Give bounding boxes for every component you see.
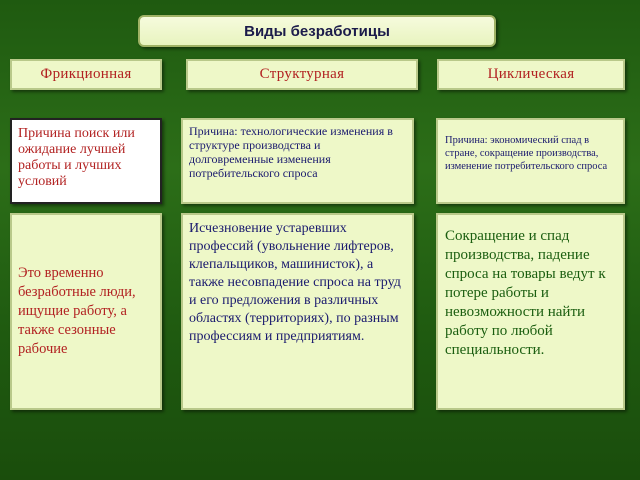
header-cyclical <box>437 59 625 90</box>
header-structural <box>186 59 418 90</box>
description-cyclical <box>436 213 625 410</box>
cause-structural <box>181 118 414 204</box>
cause-frictional <box>10 118 162 204</box>
cause-structural-text: Причина: технологические изменения в структуре производства и долговременные изменения потребительского спроса <box>189 124 393 180</box>
description-cyclical-text: Сокращение и спад производства, падение спроса на товары ведут к потере работы и невозможности найти работу по любой специальности. <box>445 228 606 358</box>
description-frictional <box>10 213 162 410</box>
cause-frictional-text: Причина поиск или ожидание лучшей работы и лучших условий <box>18 126 135 189</box>
cause-cyclical-text: Причина: экономический спад в стране, сокращение производства, изменение потребительского спроса <box>445 135 608 172</box>
header-structural-label: Структурная <box>259 66 345 82</box>
header-frictional <box>10 59 162 90</box>
header-frictional-label: Фрикционная <box>40 66 132 82</box>
page-title: Виды безработицы <box>244 22 390 40</box>
description-frictional-text: Это временно безработные люди, ищущие работу, а также сезонные рабочие <box>18 265 136 357</box>
cause-cyclical <box>436 118 625 204</box>
description-structural <box>181 213 414 410</box>
title-box <box>138 15 496 47</box>
header-cyclical-label: Циклическая <box>487 66 575 82</box>
description-structural-text: Исчезновение устаревших профессий (увольнение лифтеров, клепальщиков, машинисток), а также несовпадение спроса на труд и его предложения в различных областях (территориях), по разным профессиям и предприятиям. <box>189 221 401 344</box>
